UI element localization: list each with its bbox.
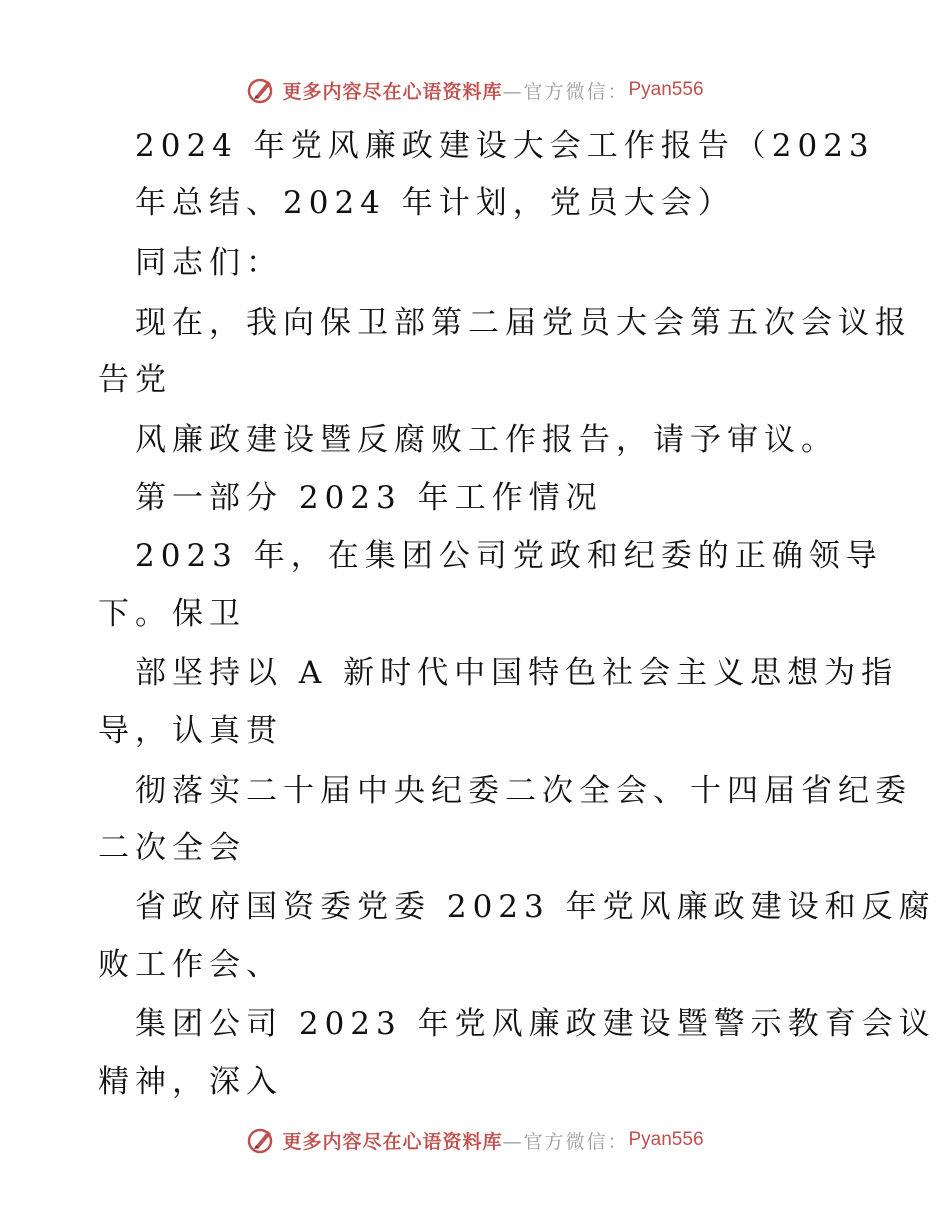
- banner-official-text: —官方微信：: [502, 1130, 629, 1153]
- salutation: 同志们：: [135, 245, 283, 281]
- quill-pen-logo-icon: [246, 75, 276, 105]
- paragraph-line: 部坚持以 A 新时代中国特色社会主义思想为指: [135, 655, 899, 691]
- section-heading: 第一部分 2023 年工作情况: [135, 480, 603, 516]
- paragraph-line: 2023 年，在集团公司党政和纪委的正确领导: [135, 538, 883, 574]
- banner-wechat-id: Pyan556: [628, 79, 704, 100]
- title-line-1: 2024 年党风廉政建设大会工作报告（2023: [135, 128, 875, 164]
- footer-banner: [0, 1120, 950, 1160]
- paragraph-line: 现在，我向保卫部第二届党员大会第五次会议报: [135, 305, 912, 341]
- paragraph-line: 精神，深入: [98, 1064, 283, 1100]
- paragraph-line: 彻落实二十届中央纪委二次全会、十四届省纪委: [135, 773, 912, 809]
- paragraph-line: 告党: [98, 362, 172, 398]
- header-banner: [0, 70, 950, 110]
- title-line-2: 年总结、2024 年计划，党员大会）: [135, 185, 735, 221]
- paragraph-line: 风廉政建设暨反腐败工作报告，请予审议。: [135, 422, 838, 458]
- quill-pen-logo-icon: [246, 1125, 276, 1155]
- paragraph-line: 集团公司 2023 年党风廉政建设暨警示教育会议: [135, 1006, 936, 1042]
- banner-brand-text: 更多内容尽在心语资料库: [282, 1130, 503, 1153]
- paragraph-line: 二次全会: [98, 830, 246, 866]
- paragraph-line: 败工作会、: [98, 947, 283, 983]
- paragraph-line: 下。保卫: [98, 596, 246, 632]
- banner-brand-text: 更多内容尽在心语资料库: [282, 80, 503, 103]
- banner-official-text: —官方微信：: [502, 80, 629, 103]
- banner-wechat-id: Pyan556: [628, 1129, 704, 1150]
- paragraph-line: 导，认真贯: [98, 713, 283, 749]
- paragraph-line: 省政府国资委党委 2023 年党风廉政建设和反腐: [135, 889, 936, 925]
